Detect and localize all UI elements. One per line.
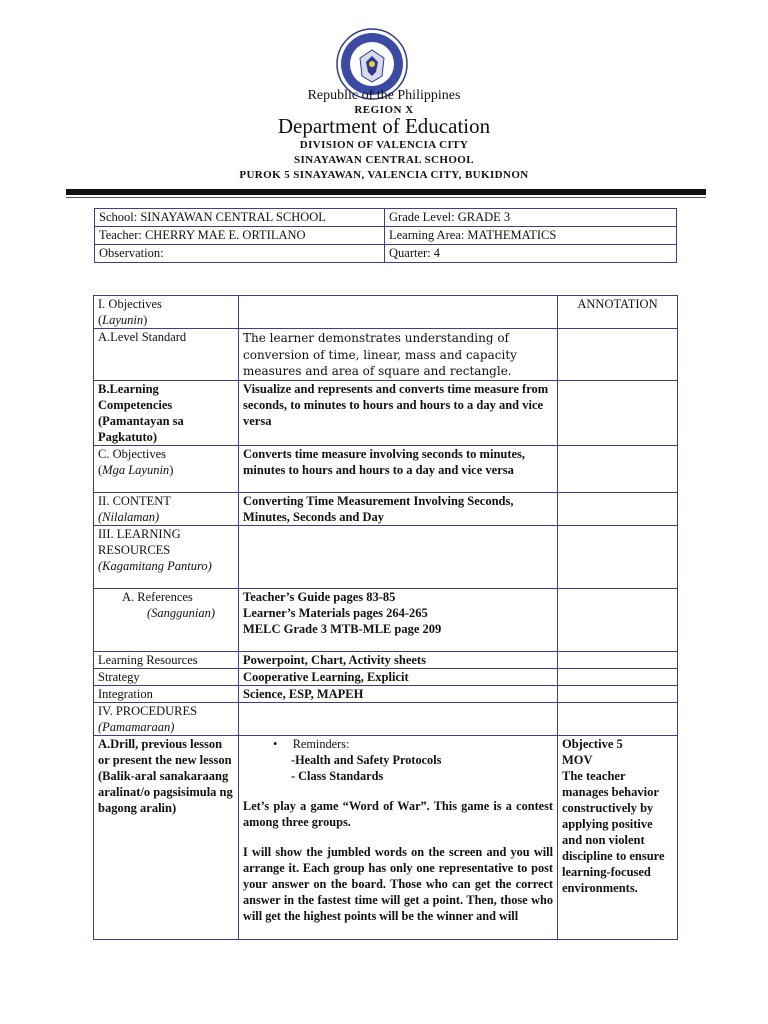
table-row — [94, 702, 678, 735]
c-objectives-label: C. Objectives — [98, 446, 167, 461]
resources-label: III. LEARNING — [98, 526, 181, 541]
objectives-label-cell — [94, 296, 239, 329]
strategy-text: Cooperative Learning, Explicit — [239, 668, 558, 685]
reminders-label: Reminders: — [292, 736, 350, 751]
resources-label-sub: (Kagamitang Panturo) — [98, 558, 212, 573]
procedures-label-cell — [94, 702, 239, 735]
info-teacher: Teacher: CHERRY MAE E. ORTILANO — [95, 227, 385, 245]
level-standard-label: A.Level Standard — [94, 329, 239, 381]
integration-text: Science, ESP, MAPEH — [239, 685, 558, 702]
reference-item: Learner’s Materials pages 264-265 — [243, 605, 428, 620]
content-text: Converting Time Measurement Involving Seconds, Minutes, Seconds and Day — [239, 492, 558, 525]
drill-paragraph: I will show the jumbled words on the screen and you will arrange it. Each group has only one representative to post your answer on the board. Those who can get the correct answer in the fastest time will get a point. Then, those who will get the highest points will be the winner and will — [243, 844, 553, 923]
learning-resources-text: Powerpoint, Chart, Activity sheets — [239, 651, 558, 668]
references-label-cell — [94, 588, 239, 651]
drill-text — [239, 735, 558, 939]
table-row — [94, 380, 678, 445]
table-row — [94, 525, 678, 588]
header-region: REGION X — [354, 104, 414, 116]
reference-item: Teacher’s Guide pages 83-85 — [243, 589, 396, 604]
reminder-item: - Class Standards — [291, 768, 384, 783]
procedures-value — [239, 702, 558, 735]
c-objectives-text: Converts time measure involving seconds to minutes, minutes to hours and hours to a day and vice versa — [239, 445, 558, 492]
table-row — [94, 588, 678, 651]
drill-annotation-mov: MOV — [562, 752, 593, 767]
procedures-label-sub: (Pamamaraan) — [98, 719, 175, 734]
references-value — [239, 588, 558, 651]
strategy-label: Strategy — [94, 668, 239, 685]
spacer — [243, 830, 553, 844]
content-label: II. CONTENT — [98, 493, 171, 508]
info-quarter: Quarter: 4 — [385, 245, 677, 263]
header-rule-thick — [66, 189, 706, 195]
info-grade: Grade Level: GRADE 3 — [385, 209, 677, 227]
reminders-line — [243, 736, 553, 752]
competencies-annotation — [558, 380, 678, 445]
c-objectives-annotation — [558, 445, 678, 492]
info-row — [95, 209, 677, 227]
resources-value — [239, 525, 558, 588]
table-row — [94, 329, 678, 381]
reminder-item: -Health and Safety Protocols — [291, 752, 442, 767]
objectives-label: I. Objectives — [98, 297, 162, 311]
strategy-annotation — [558, 668, 678, 685]
learning-resources-label: Learning Resources — [94, 651, 239, 668]
competencies-label-line: B.Learning — [98, 381, 159, 396]
procedures-label: IV. PROCEDURES — [98, 703, 198, 718]
spacer — [243, 784, 553, 798]
table-row — [94, 492, 678, 525]
level-standard-annotation — [558, 329, 678, 381]
bullet-icon: • — [273, 736, 278, 751]
table-row — [94, 668, 678, 685]
table-row — [94, 296, 678, 329]
references-annotation — [558, 588, 678, 651]
c-objectives-label-cell — [94, 445, 239, 492]
header-address: PUROK 5 SINAYAWAN, VALENCIA CITY, BUKIDNON — [239, 169, 529, 181]
table-row — [94, 735, 678, 939]
level-standard-text: The learner demonstrates understanding of conversion of time, linear, mass and capacity measures and area of square and rectangle. — [239, 329, 558, 381]
lesson-plan-table — [93, 295, 678, 940]
competencies-label — [94, 380, 239, 445]
integration-label: Integration — [94, 685, 239, 702]
header-republic: Republic of the Philippines — [307, 88, 461, 103]
objectives-value — [239, 296, 558, 329]
info-observation: Observation: — [95, 245, 385, 263]
competencies-label-line: Competencies — [98, 397, 173, 412]
competencies-label-line: Pagkatuto) — [98, 429, 158, 444]
drill-annotation-text: The teacher manages behavior constructively by applying positive and non violent discipline to ensure learning-focused environments. — [562, 768, 665, 895]
header-division: DIVISION OF VALENCIA CITY — [299, 139, 469, 151]
competencies-label-line: (Pamantayan sa — [98, 413, 184, 428]
drill-annotation — [558, 735, 678, 939]
objectives-label-sub: (Layunin) — [98, 313, 148, 327]
info-school: School: SINAYAWAN CENTRAL SCHOOL — [95, 209, 385, 227]
table-row — [94, 445, 678, 492]
info-row — [95, 245, 677, 263]
resources-annotation — [558, 525, 678, 588]
content-label-cell — [94, 492, 239, 525]
header-rule-thin — [66, 197, 706, 198]
resources-label-cell — [94, 525, 239, 588]
content-label-sub: (Nilalaman) — [98, 509, 160, 524]
drill-annotation-objective: Objective 5 — [562, 736, 623, 751]
learning-resources-annotation — [558, 651, 678, 668]
info-area: Learning Area: MATHEMATICS — [385, 227, 677, 245]
table-row — [94, 651, 678, 668]
info-row — [95, 227, 677, 245]
competencies-text: Visualize and represents and converts time measure from seconds, to minutes to hours and hours to a day and vice versa — [239, 380, 558, 445]
header-school: SINAYAWAN CENTRAL SCHOOL — [294, 154, 474, 166]
drill-label: A.Drill, previous lesson or present the new lesson (Balik-aral sanakaraang aralinat/o pagsisimula ng bagong aralin) — [94, 735, 239, 939]
integration-annotation — [558, 685, 678, 702]
references-label: A. References — [122, 589, 193, 604]
annotation-header: ANNOTATION — [558, 296, 678, 329]
procedures-annotation — [558, 702, 678, 735]
drill-paragraph: Let’s play a game “Word of War”. This game is a contest among three groups. — [243, 798, 553, 829]
header-department: Department of Education — [277, 114, 491, 138]
content-annotation — [558, 492, 678, 525]
resources-label-2: RESOURCES — [98, 542, 171, 557]
table-row — [94, 685, 678, 702]
info-table — [94, 208, 677, 263]
c-objectives-label-sub: (Mga Layunin) — [98, 462, 174, 477]
references-label-sub: (Sanggunian) — [147, 605, 216, 620]
reference-item: MELC Grade 3 MTB-MLE page 209 — [243, 621, 442, 636]
